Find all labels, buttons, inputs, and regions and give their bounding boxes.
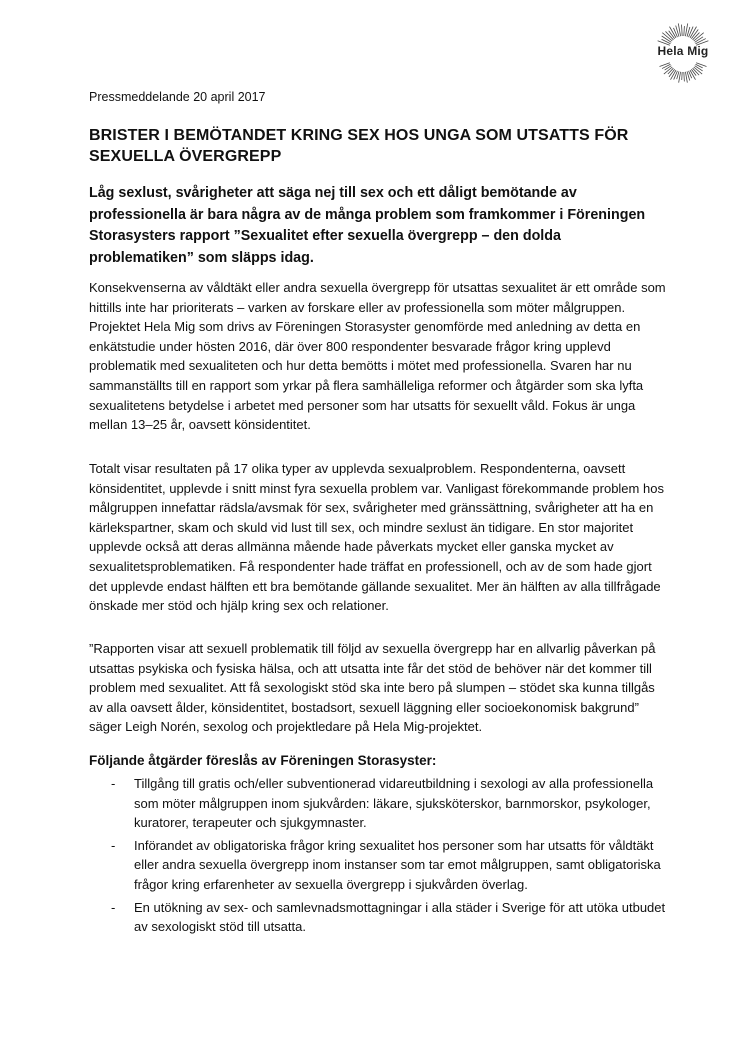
logo-ray [684, 72, 685, 81]
logo-ray [691, 69, 696, 75]
logo-ray [684, 26, 685, 36]
list-item [89, 836, 669, 895]
logo-ray [685, 72, 687, 83]
logo-wordmark: Hela Mig [657, 44, 709, 58]
list-item-text: En utökning av sex- och samlevnadsmottagningar i alla städer i Sverige för att utöka utbudet av sexologiskt stöd till utsatta. [134, 899, 666, 935]
proposals-list [89, 774, 669, 940]
logo-ray [668, 68, 673, 74]
list-item-text: Tillgång till gratis och/eller subventionerad vidareutbildning i sexologi av alla professionella som möter målgruppen inom sjukvården: läkare, sjuksköterskor, barnmorskor, psykologer, kuratorer, terapeuter och sjukgymnaster. [134, 776, 654, 831]
list-item [89, 898, 669, 937]
quote-paragraph: ”Rapporten visar att sexuell problematik till följd av sexuella övergrepp har en allvarlig påverkan på utsattas psykiska och fysiska hälsa, och att utsatta inte får det stöd de behöver när det kommer till problem med sexualitet. Att få sexologiskt stöd ska inte bero på slumpen – stödet ska kunna tillgås av alla oavsett ålder, könsidentitet, bostadsort, sexuell läggning eller socioekonomisk bakgrund” säger Leigh Norén, sexolog och projektledare på Hela Mig-projektet. [89, 641, 656, 735]
proposals-heading: Följande åtgärder föreslås av Föreningen Storasyster: [89, 753, 437, 768]
dash-bullet: - [111, 837, 116, 853]
lead-paragraph: Låg sexlust, svårigheter att säga nej till sex och ett dåligt bemötande av professionella är bara några av de många problem som framkommer i Föreningen Storasysters rapport ”Sexualitet efter sexuella övergrepp – den dolda problematiken” som släpps idag. [89, 185, 646, 266]
dash-bullet: - [111, 776, 116, 791]
dash-bullet: - [111, 899, 116, 915]
hela-mig-logo [643, 14, 723, 84]
logo-ray [682, 25, 683, 36]
logo-ray [660, 63, 670, 67]
headline: BRISTER I BEMÖTANDET KRING SEX HOS UNGA SOM UTSATTS FÖR SEXUELLA ÖVERGREPP [89, 127, 629, 165]
list-item [89, 774, 669, 833]
logo-ray [679, 72, 681, 83]
body-paragraph: Konsekvenserna av våldtäkt eller andra sexuella övergrepp för utsattas sexualitet är ett område som hittills inte har prioriterats – varken av forskare eller av professionella som möter målgruppen. Projektet Hela Mig som drivs av Föreningen Storasyster genomförde med anledning av detta en enkätstudie under hösten 2016, där över 800 respondenter besvarade frågor kring upplevd problematik med sexualiteten och hur detta bemötts i mötet med professionella. Svaren har nu sammanställts till en rapport som yrkar på flera samhälleliga reformer och åtgärder som ska lyfta sexualitetens betydelse i arbetet med personer som har utsatts för sexuellt våld. Fokus är unga mellan 13–25 år, oavsett könsidentitet. [89, 280, 666, 433]
logo-ray [696, 63, 706, 67]
dateline: Pressmeddelande 20 april 2017 [89, 90, 266, 104]
body-paragraph: Totalt visar resultaten på 17 olika typer av upplevda sexualproblem. Respondenterna, oavsett könsidentitet, upplevde i snitt minst fyra sexuella problem var. Vanligast förekommande problem hos målgruppen innefattar rädsla/avsmak för sex, svårigheter med gränssättning, svårigheter att ha en kärlekspartner, skam och skuld vid lust till sex, och mindre sexlust än tidigare. En stor majoritet upplevde också att deras allmänna mående hade påverkats mycket eller ganska mycket av sexualitetsproblematiken. Få respondenter hade träffat en professionell, och av de som hade gjort det upplevde endast hälften ett bra bemötande gällande sexualitet. Mer än hälften av alla tillfrågade önskade mer stöd och hjälp kring sex och relationer. [89, 461, 664, 614]
list-item-text: Införandet av obligatoriska frågor kring sexualitet hos personer som har utsatts för våldtäkt eller andra sexuella övergrepp inom instanser som tar emot målgruppen, samt obligatoriska frågor kring erfarenheter av sexuella övergrepp i sjukvården överlag. [134, 837, 661, 892]
